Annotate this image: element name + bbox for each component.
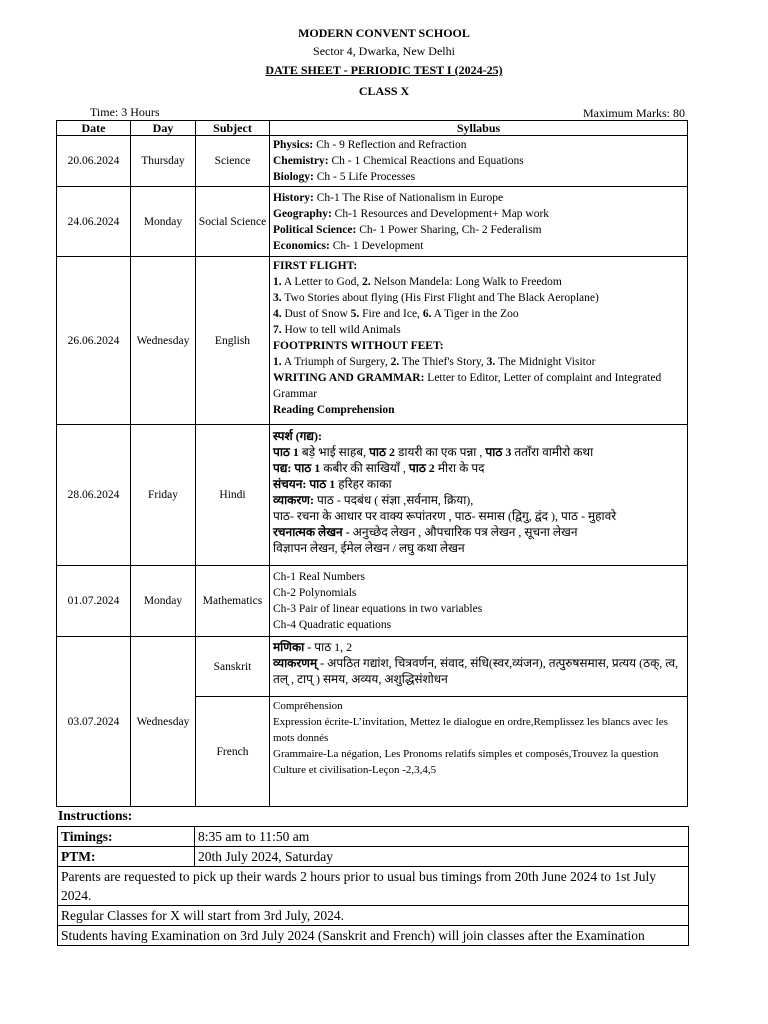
syllabus-text: मीरा के पद [434, 461, 485, 475]
exam-day: Monday [131, 187, 196, 257]
exam-subject: Mathematics [196, 566, 270, 637]
column-header-syllabus: Syllabus [270, 121, 688, 136]
exam-date: 03.07.2024 [57, 637, 131, 807]
exam-syllabus [270, 566, 688, 637]
syllabus-line [273, 601, 684, 617]
syllabus-line [273, 617, 684, 633]
exam-day: Thursday [131, 136, 196, 187]
syllabus-text: हरिहर काका [335, 477, 392, 491]
syllabus-text: Two Stories about flying (His First Flight and The Black Aeroplane) [281, 292, 599, 304]
date-sheet-table [56, 120, 688, 807]
syllabus-bold-text: व्याकरणम् - [273, 656, 325, 670]
instruction-note: Students having Examination on 3rd July 2024 (Sanskrit and French) will join classes after the Examination [58, 926, 689, 946]
syllabus-bold-text: Chemistry: [273, 155, 329, 167]
syllabus-text: कबीर की साखियाँ , [320, 461, 409, 475]
exam-date: 24.06.2024 [57, 187, 131, 257]
syllabus-bold-text: रचनात्मक लेखन - [273, 525, 350, 539]
syllabus-text: Ch - 1 Chemical Reactions and Equations [328, 155, 524, 167]
syllabus-text: How to tell wild Animals [281, 324, 401, 336]
syllabus-text: A Triumph of Surgery, [281, 356, 391, 368]
instruction-row [58, 827, 689, 847]
instruction-note: Parents are requested to pick up their wards 2 hours prior to usual bus timings from 20th June 2024 to 1st July 2024. [58, 867, 689, 906]
syllabus-line [273, 402, 684, 418]
syllabus-line [273, 444, 684, 460]
syllabus-bold-text: 6. [422, 308, 432, 320]
syllabus-text: A Letter to God, [281, 276, 363, 288]
exam-duration: Time: 3 Hours [90, 105, 160, 119]
exam-subject: Science [196, 136, 270, 187]
exam-syllabus [270, 637, 688, 697]
syllabus-bold-text: पाठ 1 [273, 445, 299, 459]
syllabus-text: अपठित गद्यांश, चित्रवर्णन, संवाद, संधि(स्वर,व्यंजन), तत्पुरुषसमास, प्रत्यय (ठक्, त्व, तल् , टाप् ) समय, अव्यय, अशुद्धिसंशोधन [273, 656, 679, 686]
exam-row [57, 257, 688, 425]
syllabus-line [273, 476, 684, 492]
syllabus-bold-text: 2. [390, 356, 400, 368]
school-address: Sector 4, Dwarka, New Delhi [313, 44, 455, 58]
syllabus-bold-text: स्पर्श (गद्य): [273, 429, 322, 443]
ptm-label: PTM: [58, 847, 195, 867]
syllabus-text: Ch- 1 Power Sharing, Ch- 2 Federalism [356, 224, 542, 236]
column-header-date: Date [57, 121, 131, 136]
syllabus-line [273, 274, 684, 290]
syllabus-text: पाठ 1, 2 [311, 640, 353, 654]
syllabus-line [273, 354, 684, 370]
instructions-table [57, 826, 689, 946]
school-name: MODERN CONVENT SCHOOL [298, 26, 470, 40]
syllabus-line [273, 338, 684, 354]
exam-subject: English [196, 257, 270, 425]
syllabus-text: Ch-2 Polynomials [273, 587, 357, 599]
syllabus-text: Letter to Editor, Letter of complaint and Integrated Grammar [273, 372, 662, 400]
exam-syllabus [270, 425, 688, 566]
exam-row [57, 566, 688, 637]
maximum-marks: Maximum Marks: 80 [583, 106, 685, 120]
exam-subject: Social Science [196, 187, 270, 257]
class-title: CLASS X [358, 84, 410, 98]
syllabus-text: Ch-4 Quadratic equations [273, 619, 392, 631]
syllabus-line [273, 169, 684, 185]
date-sheet-title: DATE SHEET - PERIODIC TEST I (2024-25) [265, 63, 503, 77]
syllabus-bold-text: Economics: [273, 240, 330, 252]
syllabus-text: Ch-3 Pair of linear equations in two variables [273, 603, 483, 615]
exam-row [57, 187, 688, 257]
exam-day: Wednesday [131, 637, 196, 807]
instruction-row [58, 847, 689, 867]
syllabus-text: Ch-1 Real Numbers [273, 571, 365, 583]
syllabus-text: Grammaire-La négation, Les Pronoms relatifs simples et composés,Trouvez la question [273, 748, 659, 760]
syllabus-line [273, 698, 684, 714]
syllabus-bold-text: Physics: [273, 139, 314, 151]
syllabus-bold-text: पाठ 3 [485, 445, 512, 459]
syllabus-line [273, 524, 684, 540]
column-header-day: Day [131, 121, 196, 136]
exam-subject: Sanskrit [196, 637, 270, 697]
exam-subject: French [196, 697, 270, 807]
syllabus-line [273, 585, 684, 601]
syllabus-text: Ch - 5 Life Processes [313, 171, 416, 183]
syllabus-text: The Midnight Visitor [495, 356, 596, 368]
exam-syllabus [270, 697, 688, 807]
syllabus-line [273, 290, 684, 306]
exam-date: 28.06.2024 [57, 425, 131, 566]
instruction-note: Regular Classes for X will start from 3rd July, 2024. [58, 906, 689, 926]
exam-syllabus [270, 136, 688, 187]
exam-syllabus [270, 187, 688, 257]
syllabus-line [273, 655, 684, 687]
timings-value: 8:35 am to 11:50 am [195, 827, 689, 847]
syllabus-line [273, 206, 684, 222]
syllabus-text: Culture et civilisation-Leçon -2,3,4,5 [273, 764, 437, 776]
exam-day: Monday [131, 566, 196, 637]
syllabus-line [273, 639, 684, 655]
syllabus-bold-text: Political Science: [273, 224, 357, 236]
syllabus-line [273, 322, 684, 338]
syllabus-bold-text: 3. [273, 292, 282, 304]
syllabus-bold-text: मणिका - [273, 640, 312, 654]
column-header-subject: Subject [196, 121, 270, 136]
syllabus-bold-text: Reading Comprehension [273, 404, 395, 416]
exam-subject: Hindi [196, 425, 270, 566]
syllabus-text: बड़े भाई साहब, [298, 445, 370, 459]
syllabus-line [273, 714, 684, 746]
syllabus-line [273, 428, 684, 444]
instruction-row [58, 867, 689, 906]
syllabus-line [273, 746, 684, 762]
exam-day: Wednesday [131, 257, 196, 425]
syllabus-line [273, 370, 684, 402]
instructions-title: Instructions: [58, 808, 133, 823]
syllabus-text: Compréhension [273, 700, 343, 712]
syllabus-text: अनुच्छेद लेखन , औपचारिक पत्र लेखन , सूचना लेखन [349, 525, 578, 539]
syllabus-line [273, 137, 684, 153]
syllabus-line [273, 569, 684, 585]
exam-date: 20.06.2024 [57, 136, 131, 187]
syllabus-line [273, 190, 684, 206]
syllabus-bold-text: Biology: [273, 171, 314, 183]
syllabus-text: Ch - 9 Reflection and Refraction [313, 139, 467, 151]
syllabus-line [273, 762, 684, 778]
syllabus-bold-text: पाठ 2 [369, 445, 395, 459]
exam-date: 26.06.2024 [57, 257, 131, 425]
instruction-row [58, 926, 689, 946]
syllabus-line [273, 258, 684, 274]
timings-label: Timings: [58, 827, 195, 847]
syllabus-text: Dust of Snow [281, 308, 351, 320]
syllabus-bold-text: 4. [273, 308, 282, 320]
syllabus-line [273, 222, 684, 238]
ptm-value: 20th July 2024, Saturday [195, 847, 689, 867]
syllabus-bold-text: 3. [486, 356, 496, 368]
exam-syllabus [270, 257, 688, 425]
syllabus-bold-text: FIRST FLIGHT: [273, 260, 358, 272]
syllabus-line [273, 306, 684, 322]
syllabus-bold-text: 1. [273, 276, 282, 288]
syllabus-text: Ch-1 Resources and Development+ Map work [331, 208, 550, 220]
syllabus-text: ततॉंरा वामीरो कथा [511, 445, 594, 459]
exam-row [57, 425, 688, 566]
syllabus-line [273, 153, 684, 169]
syllabus-bold-text: Geography: [273, 208, 332, 220]
syllabus-text: Ch- 1 Development [329, 240, 424, 252]
syllabus-line [273, 508, 684, 524]
syllabus-text: डायरी का एक पन्ना , [394, 445, 486, 459]
syllabus-text: पाठ- रचना के आधार पर वाक्य रूपांतरण , पाठ- समास (द्विगु, द्वंद ), पाठ - मुहावरे [273, 509, 617, 523]
syllabus-text: Nelson Mandela: Long Walk to Freedom [370, 276, 562, 288]
syllabus-bold-text: व्याकरण: [273, 493, 314, 507]
syllabus-line [273, 460, 684, 476]
syllabus-bold-text: History: [273, 192, 314, 204]
syllabus-line [273, 492, 684, 508]
syllabus-text: पाठ - पदबंध ( संज्ञा ,सर्वनाम, क्रिया), [313, 493, 474, 507]
syllabus-text: The Thief's Story, [399, 356, 487, 368]
syllabus-line [273, 238, 684, 254]
syllabus-bold-text: FOOTPRINTS WITHOUT FEET: [273, 340, 444, 352]
table-header-row [57, 121, 688, 136]
syllabus-text: विज्ञापन लेखन, ईमेल लेखन / लघु कथा लेखन [273, 541, 465, 555]
syllabus-bold-text: पद्य: पाठ 1 [273, 461, 321, 475]
exam-day: Friday [131, 425, 196, 566]
instruction-row [58, 906, 689, 926]
syllabus-text: A Tiger in the Zoo [431, 308, 519, 320]
syllabus-bold-text: 5. [350, 308, 360, 320]
syllabus-bold-text: WRITING AND GRAMMAR: [273, 372, 425, 384]
syllabus-bold-text: 7. [273, 324, 282, 336]
exam-row [57, 637, 688, 697]
syllabus-text: Expression écrite-L’invitation, Mettez le dialogue en ordre,Remplissez les blancs avec les mots donnés [273, 716, 668, 744]
exam-date: 01.07.2024 [57, 566, 131, 637]
syllabus-bold-text: पाठ 2 [408, 461, 435, 475]
syllabus-bold-text: 1. [273, 356, 282, 368]
syllabus-text: Ch-1 The Rise of Nationalism in Europe [313, 192, 504, 204]
exam-row [57, 136, 688, 187]
syllabus-bold-text: संचयन: पाठ 1 [273, 477, 336, 491]
syllabus-line [273, 540, 684, 556]
syllabus-text: Fire and Ice, [359, 308, 423, 320]
syllabus-bold-text: 2. [362, 276, 371, 288]
